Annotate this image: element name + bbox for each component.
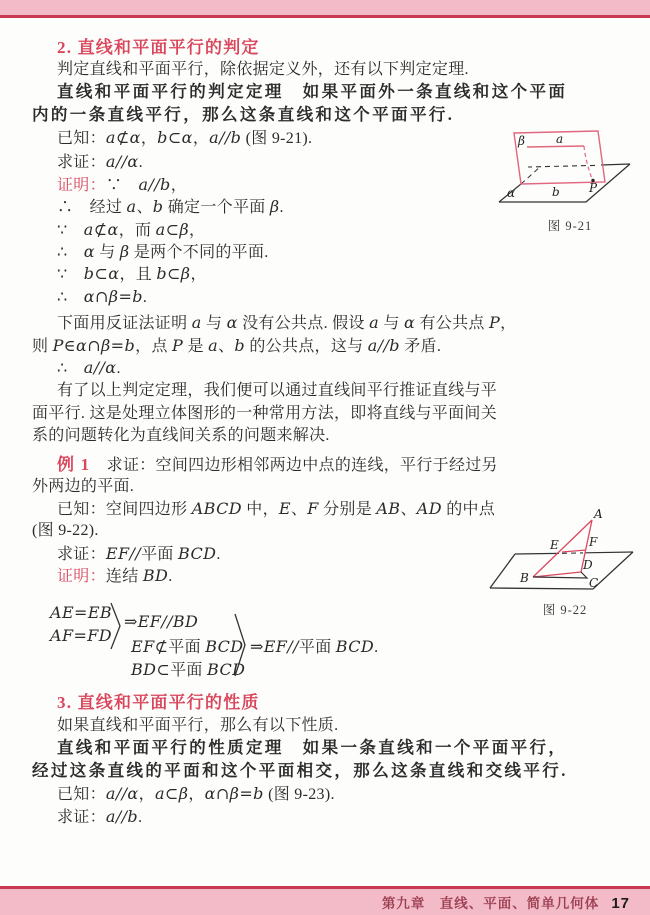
text-line: 有了以上判定定理，我们便可以通过直线间平行推证直线与平 — [57, 382, 498, 399]
theorem-line: 直线和平面平行的性质定理 如果一条直线和一个平面平行， — [57, 738, 568, 757]
label-a: a — [556, 132, 564, 146]
figure-9-21 — [494, 124, 646, 216]
bottom-red-rule — [0, 886, 650, 889]
label-C: C — [589, 576, 599, 590]
page-footer — [382, 892, 630, 912]
hidden-edge-dashed — [528, 165, 595, 167]
plane-bcd-outline — [490, 552, 633, 589]
brace-right-icon — [110, 601, 123, 651]
edges-BC-CD — [533, 572, 587, 578]
example-line: 例 1 求证：空间四边形相邻两边中点的连线，平行于经过另 — [57, 455, 498, 474]
equation-line: EF⊄平面 BCD — [131, 637, 244, 656]
given-line: 已知：空间四边形 ABCD 中，E、F 分别是 AB、AD 的中点 — [57, 499, 496, 518]
text-line: 判定直线和平面平行，除依据定义外，还有以下判定定理. — [57, 61, 469, 78]
line-a — [527, 146, 584, 147]
equation-line: ⇒EF//BD — [124, 612, 199, 631]
label-F: F — [589, 535, 598, 549]
to-prove-line: 求证：a//b. — [57, 807, 143, 826]
given-line: 已知：a⊄α，b⊂α，a//b (图 9-21). — [57, 128, 313, 147]
to-prove-line: 求证：EF//平面 BCD. — [57, 544, 221, 563]
to-prove-line: 求证：a//α. — [57, 152, 143, 171]
text-line: (图 9-22). — [32, 522, 99, 539]
text-line: 系的问题转化为直线间关系的问题来解决. — [32, 427, 330, 444]
given-line: 已知：a//α，a⊂β，α∩β=b (图 9-23). — [57, 784, 335, 803]
equation-line: ⇒EF//平面 BCD. — [250, 637, 379, 656]
page-number: 17 — [611, 895, 630, 912]
text-line: 则 P∈α∩β=b，点 P 是 a、b 的公共点，这与 a//b 矛盾. — [32, 336, 442, 355]
label-alpha: α — [507, 186, 516, 200]
proof-line: 证明：∵ a//b， — [57, 175, 187, 194]
text-line: 如果直线和平面平行，那么有以下性质. — [57, 717, 339, 734]
top-pink-band — [0, 0, 650, 15]
theorem-line: 内的一条直线平行，那么这条直线和这个平面平行. — [32, 105, 455, 124]
theorem-line: 直线和平面平行的判定定理 如果平面外一条直线和这个平面 — [57, 82, 568, 101]
label-B: B — [520, 571, 529, 585]
label-beta: β — [518, 134, 525, 148]
proof-line: ∴ α∩β=b. — [57, 287, 148, 306]
label-P: P — [589, 181, 598, 195]
figure-9-21-caption: 图 9-21 — [547, 219, 593, 233]
theorem-line: 经过这条直线的平面和这个平面相交，那么这条直线和交线平行. — [32, 761, 568, 780]
brace-right-icon — [234, 612, 248, 678]
top-red-rule — [0, 15, 650, 18]
equation-line: AF=FD — [50, 626, 112, 645]
proof-line: ∴ 经过 a、b 确定一个平面 β. — [57, 197, 284, 216]
chapter-title: 第九章 直线、平面、简单几何体 — [381, 896, 600, 911]
proof-line: ∵ a⊄α，而 a⊂β， — [57, 220, 206, 239]
proof-line: ∴ a//α. — [57, 358, 121, 377]
proof-line: ∴ α 与 β 是两个不同的平面. — [57, 242, 269, 261]
section-heading-3: 3. 直线和平面平行的性质 — [57, 693, 260, 712]
text-line: 下面用反证法证明 a 与 α 没有公共点. 假设 a 与 α 有公共点 P， — [57, 313, 517, 332]
proof-line: ∵ b⊂α，且 b⊂β， — [57, 264, 207, 283]
label-A: A — [594, 507, 603, 521]
label-b: b — [552, 185, 560, 199]
segment-EF — [562, 550, 586, 552]
text-line: 面平行. 这是处理立体图形的一种常用方法，即将直线与平面间关 — [32, 405, 498, 422]
text-line: 外两边的平面. — [32, 478, 135, 495]
label-D: D — [583, 558, 593, 572]
figure-9-22-caption: 图 9-22 — [542, 603, 588, 617]
figure-9-22 — [482, 495, 648, 607]
proof-line: 证明：连结 BD. — [57, 566, 173, 585]
equation-line: AE=EB — [50, 603, 113, 622]
label-E: E — [550, 538, 559, 552]
segment-BD — [533, 572, 581, 577]
equation-line: BD⊂平面 BCD — [131, 660, 246, 679]
dashed-projection-line — [584, 146, 592, 179]
section-heading-2: 2. 直线和平面平行的判定 — [57, 38, 260, 57]
